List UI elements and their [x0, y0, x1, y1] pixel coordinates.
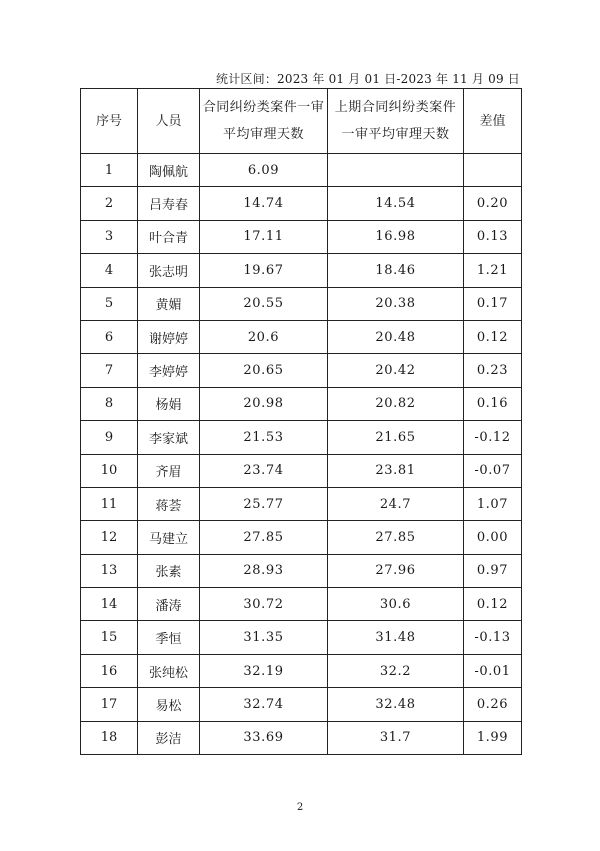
cell-seq: 18	[81, 721, 138, 754]
cell-current-avg-days: 21.53	[200, 421, 328, 454]
cell-seq: 13	[81, 554, 138, 587]
cell-previous-avg-days: 27.96	[328, 554, 464, 587]
cell-current-avg-days: 33.69	[200, 721, 328, 754]
header-row	[81, 89, 522, 154]
cell-person: 陶佩航	[138, 154, 200, 187]
cell-previous-avg-days: 21.65	[328, 421, 464, 454]
cell-diff: -0.07	[464, 454, 522, 487]
cell-previous-avg-days: 30.6	[328, 588, 464, 621]
cell-seq: 10	[81, 454, 138, 487]
cell-person: 李家斌	[138, 421, 200, 454]
cell-current-avg-days: 14.74	[200, 187, 328, 220]
cell-person: 齐眉	[138, 454, 200, 487]
cell-previous-avg-days: 18.46	[328, 254, 464, 287]
col-header-diff: 差值	[464, 89, 522, 154]
cell-current-avg-days: 30.72	[200, 588, 328, 621]
table-row	[81, 320, 522, 353]
cell-person: 易松	[138, 688, 200, 721]
table-row	[81, 287, 522, 320]
cell-seq: 12	[81, 521, 138, 554]
table-body	[81, 154, 522, 755]
cell-person: 季恒	[138, 621, 200, 654]
cell-diff: 0.26	[464, 688, 522, 721]
cell-diff: 1.99	[464, 721, 522, 754]
cell-seq: 11	[81, 487, 138, 520]
table-row	[81, 688, 522, 721]
cell-person: 吕寿春	[138, 187, 200, 220]
cell-diff	[464, 154, 522, 187]
page-number: 2	[296, 802, 304, 813]
cell-previous-avg-days: 20.42	[328, 354, 464, 387]
cell-person: 彭洁	[138, 721, 200, 754]
cell-seq: 5	[81, 287, 138, 320]
cell-previous-avg-days: 20.82	[328, 387, 464, 420]
cell-diff: 0.12	[464, 588, 522, 621]
table-row	[81, 621, 522, 654]
col-header-previous-avg-days: 上期合同纠纷类案件一审平均审理天数	[328, 89, 464, 154]
col-header-seq: 序号	[81, 89, 138, 154]
cell-diff: 0.23	[464, 354, 522, 387]
table-row	[81, 254, 522, 287]
cell-seq: 4	[81, 254, 138, 287]
table-row	[81, 387, 522, 420]
table-row	[81, 421, 522, 454]
cell-current-avg-days: 20.98	[200, 387, 328, 420]
table-header	[81, 89, 522, 154]
cell-diff: 0.20	[464, 187, 522, 220]
cell-previous-avg-days: 31.48	[328, 621, 464, 654]
cell-previous-avg-days: 20.38	[328, 287, 464, 320]
col-header-person: 人员	[138, 89, 200, 154]
table-row	[81, 454, 522, 487]
cell-current-avg-days: 19.67	[200, 254, 328, 287]
table-row	[81, 220, 522, 253]
table-row	[81, 187, 522, 220]
cell-previous-avg-days: 20.48	[328, 320, 464, 353]
cell-seq: 6	[81, 320, 138, 353]
table-row	[81, 154, 522, 187]
cell-diff: -0.13	[464, 621, 522, 654]
cell-diff: 0.97	[464, 554, 522, 587]
cell-person: 张纯松	[138, 654, 200, 687]
cell-seq: 7	[81, 354, 138, 387]
table-row	[81, 654, 522, 687]
table-row	[81, 588, 522, 621]
cell-diff: 0.00	[464, 521, 522, 554]
cell-current-avg-days: 32.19	[200, 654, 328, 687]
cell-previous-avg-days: 32.48	[328, 688, 464, 721]
cell-person: 马建立	[138, 521, 200, 554]
cell-current-avg-days: 32.74	[200, 688, 328, 721]
cell-diff: 0.16	[464, 387, 522, 420]
case-duration-table	[80, 88, 522, 755]
cell-current-avg-days: 20.55	[200, 287, 328, 320]
cell-seq: 16	[81, 654, 138, 687]
cell-diff: 1.21	[464, 254, 522, 287]
cell-diff: 0.12	[464, 320, 522, 353]
cell-person: 蒋荟	[138, 487, 200, 520]
cell-previous-avg-days: 24.7	[328, 487, 464, 520]
cell-seq: 8	[81, 387, 138, 420]
cell-diff: 0.13	[464, 220, 522, 253]
cell-person: 杨娟	[138, 387, 200, 420]
cell-person: 谢婷婷	[138, 320, 200, 353]
cell-previous-avg-days	[328, 154, 464, 187]
cell-seq: 1	[81, 154, 138, 187]
cell-diff: -0.12	[464, 421, 522, 454]
cell-seq: 17	[81, 688, 138, 721]
cell-current-avg-days: 27.85	[200, 521, 328, 554]
table-row	[81, 354, 522, 387]
cell-person: 张志明	[138, 254, 200, 287]
cell-diff: -0.01	[464, 654, 522, 687]
cell-seq: 3	[81, 220, 138, 253]
cell-person: 李婷婷	[138, 354, 200, 387]
cell-current-avg-days: 23.74	[200, 454, 328, 487]
cell-current-avg-days: 25.77	[200, 487, 328, 520]
cell-seq: 15	[81, 621, 138, 654]
cell-person: 叶合青	[138, 220, 200, 253]
cell-current-avg-days: 20.6	[200, 320, 328, 353]
table-row	[81, 487, 522, 520]
cell-diff: 1.07	[464, 487, 522, 520]
cell-previous-avg-days: 32.2	[328, 654, 464, 687]
cell-person: 张素	[138, 554, 200, 587]
cell-previous-avg-days: 31.7	[328, 721, 464, 754]
cell-current-avg-days: 31.35	[200, 621, 328, 654]
table-row	[81, 554, 522, 587]
cell-previous-avg-days: 23.81	[328, 454, 464, 487]
col-header-current-avg-days: 合同纠纷类案件一审平均审理天数	[200, 89, 328, 154]
stat-range-label: 统计区间：2023 年 01 月 01 日-2023 年 11 月 09 日	[216, 72, 520, 86]
cell-seq: 14	[81, 588, 138, 621]
cell-previous-avg-days: 27.85	[328, 521, 464, 554]
cell-current-avg-days: 6.09	[200, 154, 328, 187]
cell-seq: 9	[81, 421, 138, 454]
cell-seq: 2	[81, 187, 138, 220]
cell-current-avg-days: 28.93	[200, 554, 328, 587]
cell-previous-avg-days: 16.98	[328, 220, 464, 253]
cell-previous-avg-days: 14.54	[328, 187, 464, 220]
table-row	[81, 521, 522, 554]
table-row	[81, 721, 522, 754]
cell-person: 潘涛	[138, 588, 200, 621]
cell-current-avg-days: 17.11	[200, 220, 328, 253]
cell-current-avg-days: 20.65	[200, 354, 328, 387]
cell-person: 黄媚	[138, 287, 200, 320]
cell-diff: 0.17	[464, 287, 522, 320]
